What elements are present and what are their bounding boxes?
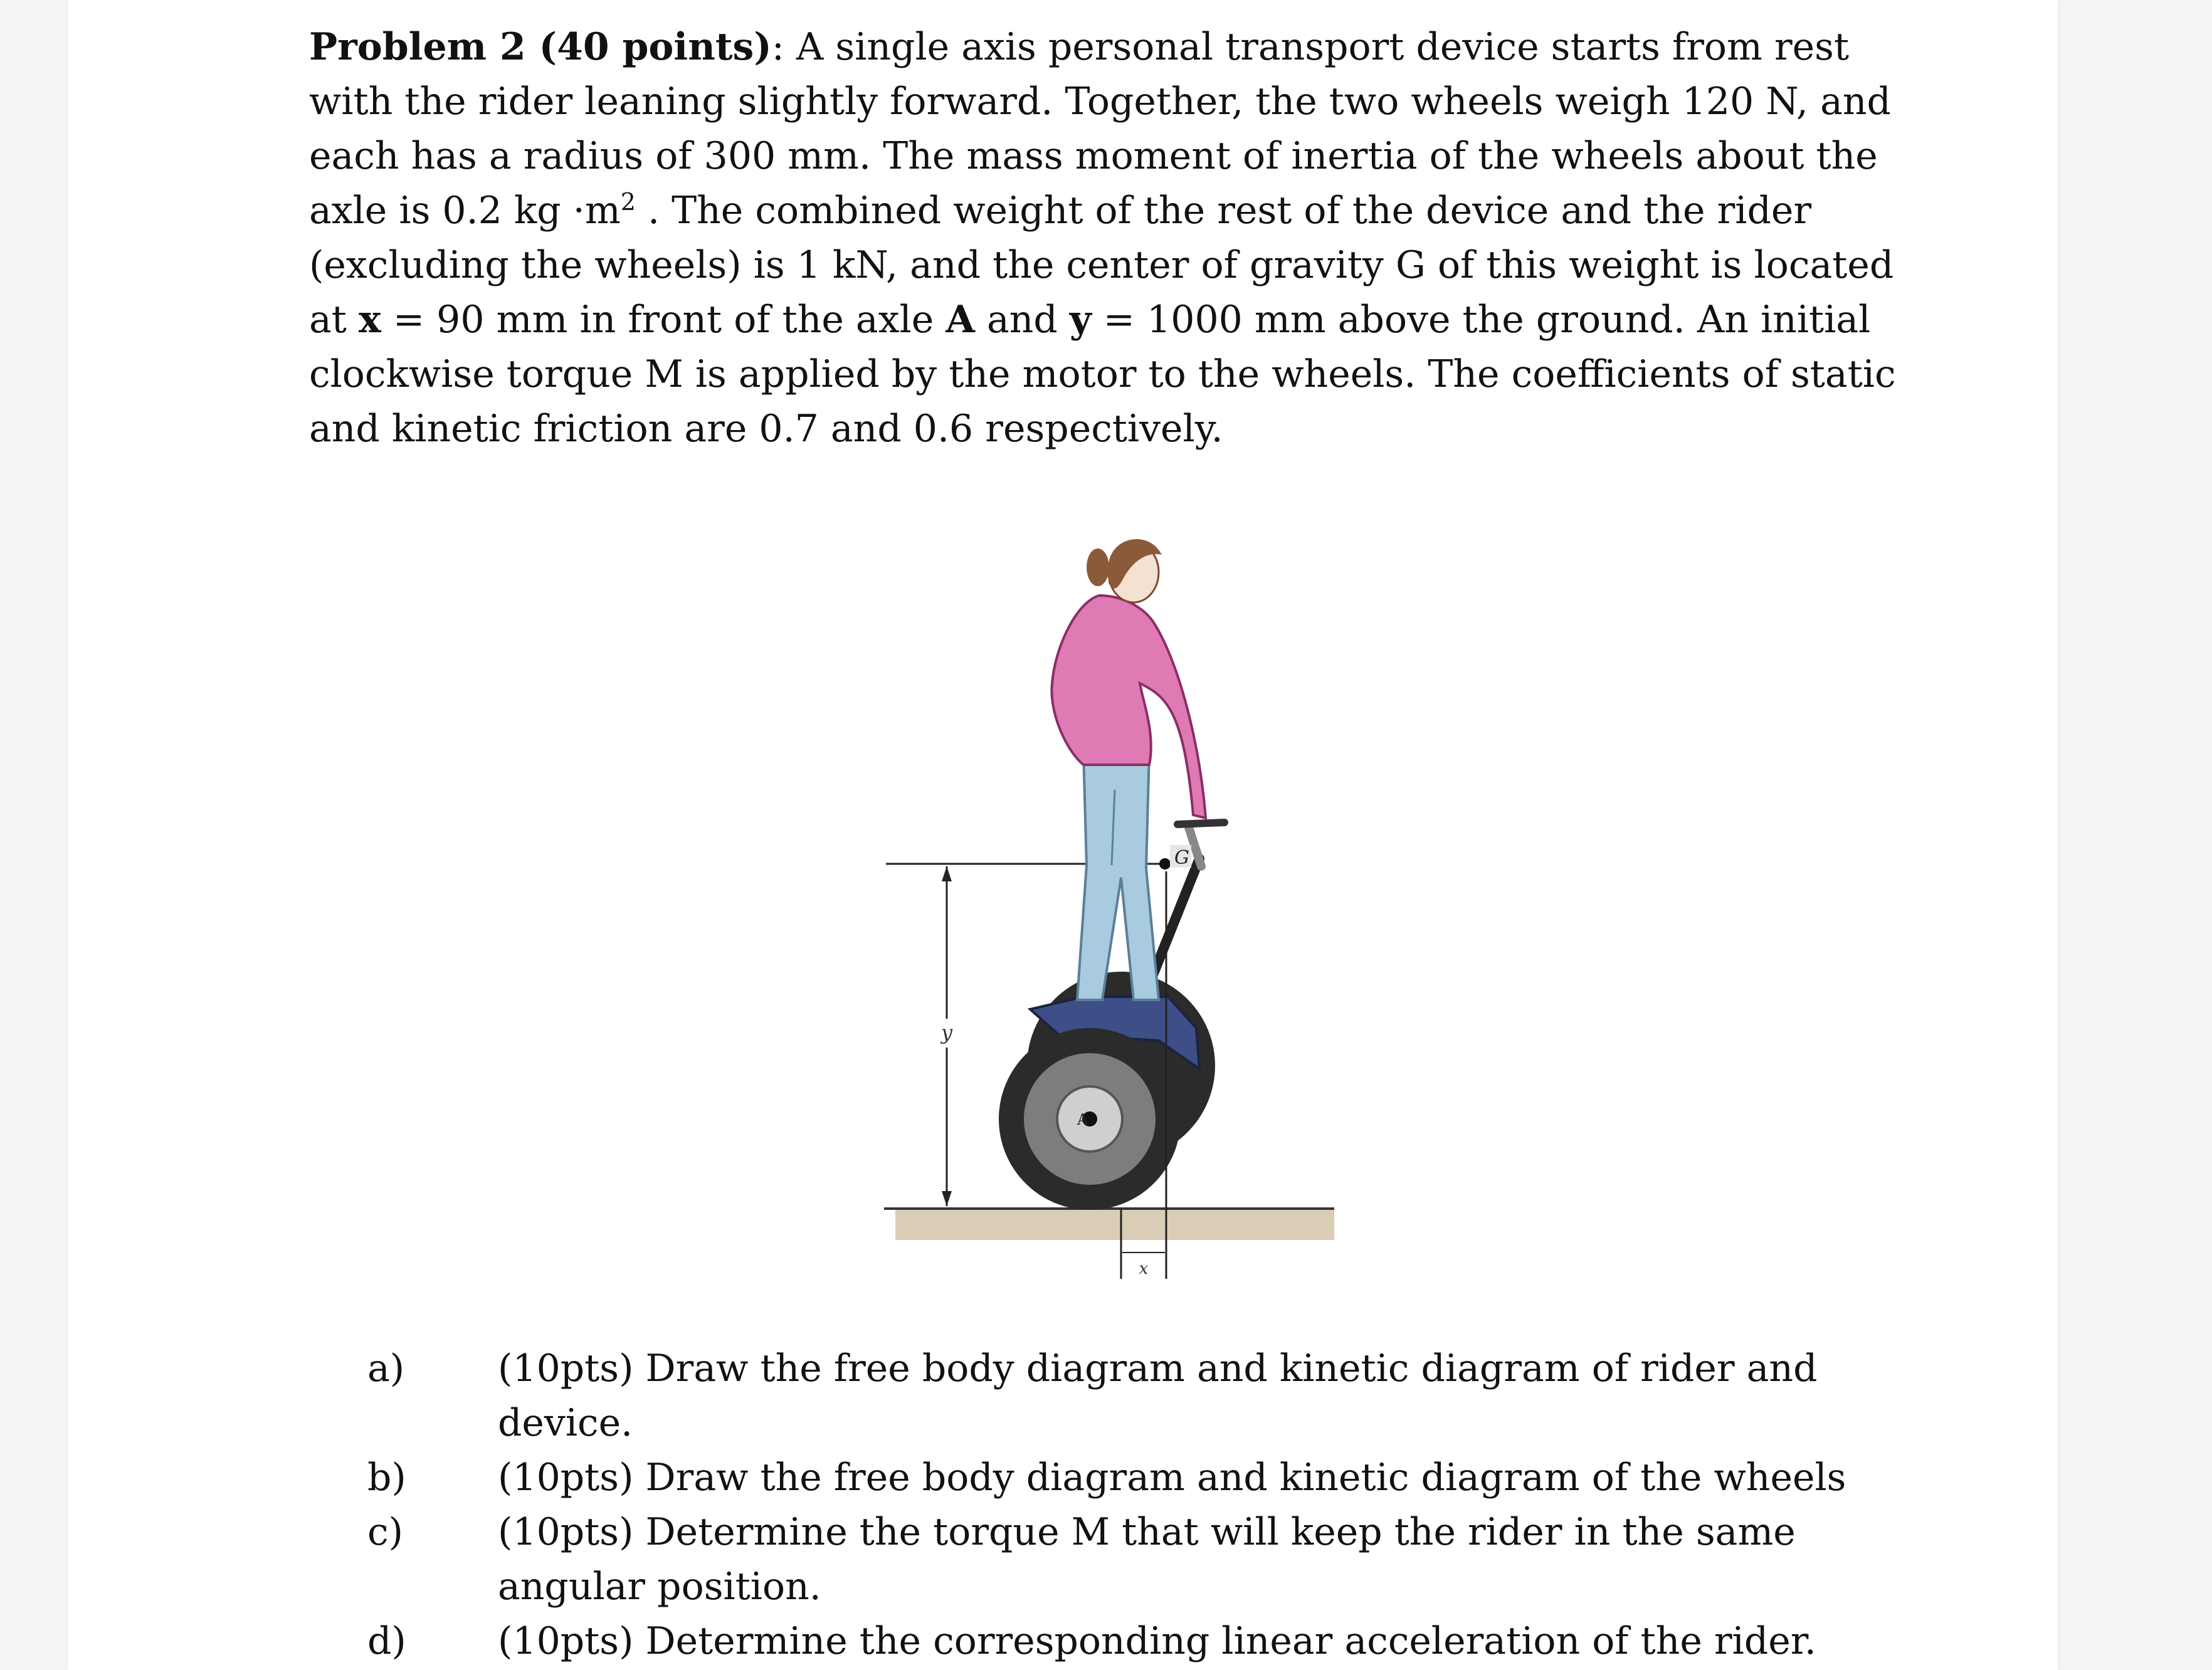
document-page: [68, 0, 2058, 1670]
segway-figure: [808, 502, 1372, 1291]
var-x: x: [358, 298, 381, 342]
problem-statement: [309, 20, 1914, 456]
question-item: [367, 1451, 1922, 1505]
rider-legs: [1077, 752, 1159, 1000]
var-y: y: [1069, 298, 1092, 342]
question-list: [367, 1342, 1922, 1669]
problem-text-5: = 1000 mm above the ground. An initial clockwise torque M is applied by the motor to the wheels. The coefficients of static and kinetic friction are 0.7 and 0.6 respectively.: [309, 298, 1896, 451]
problem-text-3: = 90 mm in front of the axle: [381, 298, 946, 342]
problem-text-1: A single axis personal transport device starts from rest with the rider leaning slightly forward. Together, the two wheels weigh 120 N, and each has a radius of 300 mm. The mass moment of inertia of the wheels about the axle is 0.2 kg ·m: [309, 25, 1891, 233]
question-mark: d): [367, 1619, 406, 1663]
label-y: y: [940, 1021, 953, 1044]
problem-text-2: . The combined weight of the rest of the device and the rider (excluding the wheels) is 1 kN, and the center of gravity G of this weight is located at: [309, 189, 1894, 342]
handlebar-bar: [1177, 822, 1224, 824]
problem-colon: :: [771, 25, 784, 69]
question-mark: a): [367, 1347, 405, 1390]
label-a: A: [1077, 1111, 1088, 1128]
label-x: x: [1139, 1259, 1149, 1278]
question-text: (10pts) Draw the free body diagram and kinetic diagram of rider and device.: [498, 1347, 1818, 1445]
y-dimension: [937, 866, 957, 1206]
question-mark: c): [367, 1510, 404, 1554]
question-item: [367, 1342, 1922, 1451]
var-a: A: [945, 298, 975, 342]
rider-ponytail: [1087, 549, 1109, 586]
question-item: [367, 1614, 1922, 1669]
center-of-gravity-point: [1159, 858, 1171, 869]
question-text: (10pts) Determine the corresponding linear acceleration of the rider.: [498, 1619, 1816, 1663]
question-item: [367, 1505, 1922, 1614]
problem-text-4: and: [974, 298, 1070, 342]
label-g: G: [1174, 847, 1189, 869]
problem-title: Problem 2 (40 points): [309, 25, 772, 69]
superscript-two: 2: [620, 188, 636, 216]
ground: [895, 1209, 1334, 1240]
question-text: (10pts) Determine the torque M that will keep the rider in the same angular position.: [498, 1510, 1796, 1609]
question-mark: b): [367, 1456, 406, 1499]
question-text: (10pts) Draw the free body diagram and kinetic diagram of the wheels: [498, 1456, 1846, 1499]
